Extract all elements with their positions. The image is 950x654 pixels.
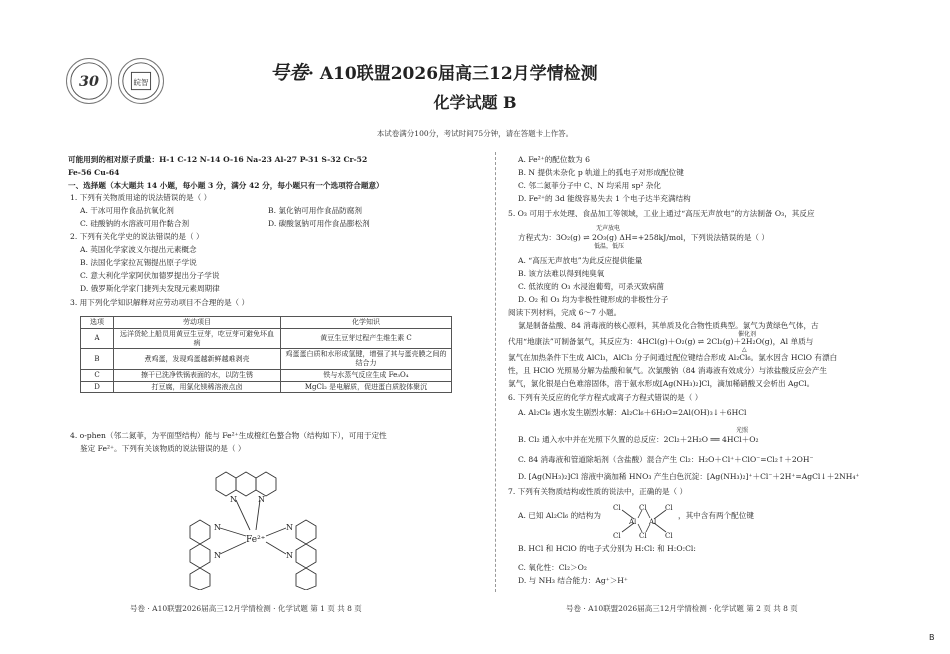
q6-option-d: D. [Ag(NH₃)₂]Cl 溶液中滴加稀 HNO₃ 产生白色沉淀：[Ag(NH₃)₂]⁺＋Cl⁻＋2H⁺=AgCl↓＋2NH₄⁺ — [518, 472, 860, 481]
material-line3: 氯气在加热条件下生成 AlCl₃，AlCl₃ 分子间通过配位键结合形成 Al₂Cl₆。氯水因含 HClO 有漂白 — [508, 353, 838, 362]
material-condition-top: 催化剂 — [738, 331, 757, 338]
q2-option-d: D. 俄罗斯化学家门捷列夫发现元素周期律 — [80, 284, 220, 293]
table-cell-option: B — [81, 349, 114, 370]
table-cell-knowledge: 铁与水蒸气反应生成 Fe₃O₄ — [281, 369, 452, 381]
table-header-knowledge: 化学知识 — [281, 317, 452, 329]
table-cell-knowledge: 鸡蛋蛋白质和水形成氢键，增强了其与蛋壳膜之间的结合力 — [281, 349, 452, 370]
table-header-row — [81, 317, 452, 329]
reading-instruction: 阅读下列材料，完成 6～7 小题。 — [508, 308, 622, 317]
table-header-task: 劳动项目 — [114, 317, 281, 329]
al-atom-label: Al — [629, 518, 637, 526]
q6-option-b: B. Cl₂ 通入水中并在光照下久置的总反应：2Cl₂＋2H₂O ══ 4HCl＋O₂ — [518, 435, 759, 444]
question-5-line1: 5. O₃ 可用于水处理、食品加工等领域，工业上通过“高压无声放电”的方法制备 O₃，其反应 — [508, 209, 815, 218]
q5-option-c: C. 低浓度的 O₃ 水浸泡葡萄，可杀灭致病菌 — [518, 282, 664, 291]
q4-option-a: A. Fe²⁺的配位数为 6 — [518, 155, 590, 164]
cl-atom-label: Cl — [665, 532, 673, 540]
material-line1: 氯是制备盐酸、84 消毒液的核心原料，其单质及化合物性质典型。氯气为黄绿色气体，古 — [518, 321, 819, 330]
q6-option-c: C. 84 消毒液和管道除垢剂（含盐酸）混合产生 Cl₂：H₂O＋Cl⁺＋ClO⁻=Cl₂↑＋2OH⁻ — [518, 455, 814, 464]
n-atom-label: N — [230, 495, 237, 504]
column-divider — [495, 152, 496, 592]
n-atom-label: N — [286, 551, 293, 560]
q1-option-b: B. 氯化钠可用作食品防腐剂 — [268, 206, 362, 215]
n-atom-label: N — [214, 523, 221, 532]
cl-atom-label: Cl — [665, 504, 673, 512]
q7-option-a-prefix: A. 已知 Al₂Cl₆ 的结构为 — [518, 511, 601, 520]
n-atom-label: N — [214, 551, 221, 560]
page-title: 号卷· A10联盟2026届高三12月学情检测 — [270, 62, 598, 84]
exam-notice: 本试卷满分100分，考试时间75分钟，请在答题卡上作答。 — [376, 129, 574, 138]
q2-option-c: C. 意大利化学家阿伏加德罗提出分子学说 — [80, 271, 220, 280]
q5-condition-bottom: 低温，低压 — [594, 243, 625, 250]
table-row — [81, 381, 452, 393]
page-footer-left: 号卷 · A10联盟2026届高三12月学情检测 · 化学试题 第 1 页 共 8 页 — [130, 604, 362, 613]
table-row — [81, 328, 452, 349]
paper-version-mark: B — [929, 633, 935, 642]
q1-option-c: C. 硅酸钠的水溶液可用作黏合剂 — [80, 219, 190, 228]
question-4-line1: 4. o-phen（邻二氮菲，为平面型结构）能与 Fe²⁺生成橙红色螯合物（结构如下），可用于定性 — [70, 431, 387, 440]
q3-table — [80, 316, 452, 393]
q6-condition: 光照 — [736, 427, 749, 434]
table-row — [81, 369, 452, 381]
table-cell-task: 远洋货轮上船员用黄豆生豆芽，吃豆芽可避免坏血病 — [114, 328, 281, 349]
question-7: 7. 下列有关物质结构或性质的说法中，正确的是（ ） — [508, 487, 688, 496]
question-4-line2: 鉴定 Fe²⁺。下列有关该物质的说法错误的是（ ） — [80, 444, 246, 453]
atomic-masses-line2: Fe-56 Cu-64 — [68, 168, 120, 177]
table-header-option: 选项 — [81, 317, 114, 329]
question-1: 1. 下列有关物质用途的说法错误的是（ ） — [70, 193, 212, 202]
table-cell-option: D — [81, 381, 114, 393]
table-row — [81, 349, 452, 370]
table-cell-task: 打豆腐，用氯化镁稀溶液点卤 — [114, 381, 281, 393]
table-cell-option: A — [81, 328, 114, 349]
n-atom-label: N — [286, 523, 293, 532]
atomic-masses-line1: 可能用到的相对原子质量：H-1 C-12 N-14 O-16 Na-23 Al-27 P-31 S-32 Cr-52 — [68, 155, 368, 164]
material-line4: 性，且 HClO 光照易分解为盐酸和氧气。次氯酸钠（84 消毒液有效成分）与浓盐酸反应会产生 — [508, 366, 827, 375]
fe-center-label: Fe²⁺ — [246, 535, 266, 545]
question-6: 6. 下列有关反应的化学方程式或离子方程式错误的是（ ） — [508, 393, 703, 402]
page-footer-right: 号卷 · A10联盟2026届高三12月学情检测 · 化学试题 第 2 页 共 8 页 — [566, 604, 798, 613]
n-atom-label: N — [258, 495, 265, 504]
q2-option-a: A. 英国化学家波义尔提出元素概念 — [80, 245, 197, 254]
table-cell-knowledge: MgCl₂ 是电解质，促进蛋白质胶体聚沉 — [281, 381, 452, 393]
fe-phen-complex-structure — [176, 458, 336, 590]
material-line5: 氯气，氯化银是白色难溶固体，溶于氨水形成[Ag(NH₃)₂]Cl，滴加稀硝酸又会析出 AgCl。 — [508, 379, 815, 388]
q7-option-c: C. 氧化性：Cl₂＞O₂ — [518, 563, 587, 572]
q7-option-d: D. 与 NH₃ 结合能力：Ag⁺＞H⁺ — [518, 576, 628, 585]
material-condition-bottom: △ — [742, 346, 747, 353]
q4-option-d: D. Fe²⁺的 3d 能级容易失去 1 个电子达半充满结构 — [518, 194, 691, 203]
question-2: 2. 下列有关化学史的说法错误的是（ ） — [70, 232, 204, 241]
cl-atom-label: Cl — [639, 532, 647, 540]
q5-condition-top: 无声放电 — [596, 225, 621, 232]
q2-option-b: B. 法国化学家拉瓦锡提出原子学说 — [80, 258, 197, 267]
q7-option-b: B. HCl 和 HClO 的电子式分别为 H:Cl: 和 H:O:Cl: — [518, 544, 696, 553]
cl-atom-label: Cl — [613, 504, 621, 512]
exam-subject: 化学试题 B — [433, 93, 517, 112]
q1-option-a: A. 干冰可用作食品抗氧化剂 — [80, 206, 174, 215]
q1-option-d: D. 碳酸氢钠可用作食品膨松剂 — [268, 219, 370, 228]
table-cell-knowledge: 黄豆生豆芽过程产生维生素 C — [281, 328, 452, 349]
q6-option-a: A. Al₂Cl₆ 遇水发生剧烈水解：Al₂Cl₆＋6H₂O=2Al(OH)₃↓＋6HCl — [518, 408, 747, 417]
question-5-equation: 方程式为：3O₂(g) ⇌ 2O₃(g) ΔH=+258kJ/mol，下列说法错误的是（ ） — [518, 233, 770, 242]
q5-option-a: A. “高压无声放电”为此反应提供能量 — [518, 256, 643, 265]
table-cell-task: 擦干已洗净铁锅表面的水，以防生锈 — [114, 369, 281, 381]
q5-option-b: B. 该方法难以得到纯臭氧 — [518, 269, 605, 278]
exam-title: A10联盟2026届高三12月学情检测 — [319, 64, 598, 84]
q7-option-a-suffix: ，其中含有两个配位键 — [678, 511, 754, 520]
section-heading: 一、选择题（本大题共 14 小题，每小题 3 分，满分 42 分，每小题只有一个选项符合题意） — [68, 181, 384, 190]
cl-atom-label: Cl — [639, 504, 647, 512]
logo2-text: 皖智 — [133, 77, 149, 87]
al-atom-label: Al — [649, 518, 657, 526]
logo1-text: 30 — [79, 73, 99, 90]
table-cell-task: 煮鸡蛋，发现鸡蛋越新鲜越难剥壳 — [114, 349, 281, 370]
brand-mark: 号卷 — [270, 62, 309, 84]
q4-option-b: B. N 提供未杂化 p 轨道上的孤电子对形成配位键 — [518, 168, 684, 177]
q5-option-d: D. O₂ 和 O₃ 均为非极性键形成的非极性分子 — [518, 295, 669, 304]
table-cell-option: C — [81, 369, 114, 381]
cl-atom-label: Cl — [613, 532, 621, 540]
question-3: 3. 用下列化学知识解释对应劳动项目不合理的是（ ） — [70, 298, 250, 307]
material-line2: 代用“地康法”可制备氯气，其反应为：4HCl(g)＋O₂(g) ⇌ 2Cl₂(g)＋2H₂O(g)，Al 单质与 — [508, 337, 814, 346]
q4-option-c: C. 邻二氮菲分子中 C、N 均采用 sp² 杂化 — [518, 181, 661, 190]
al2cl6-structure — [612, 502, 674, 540]
